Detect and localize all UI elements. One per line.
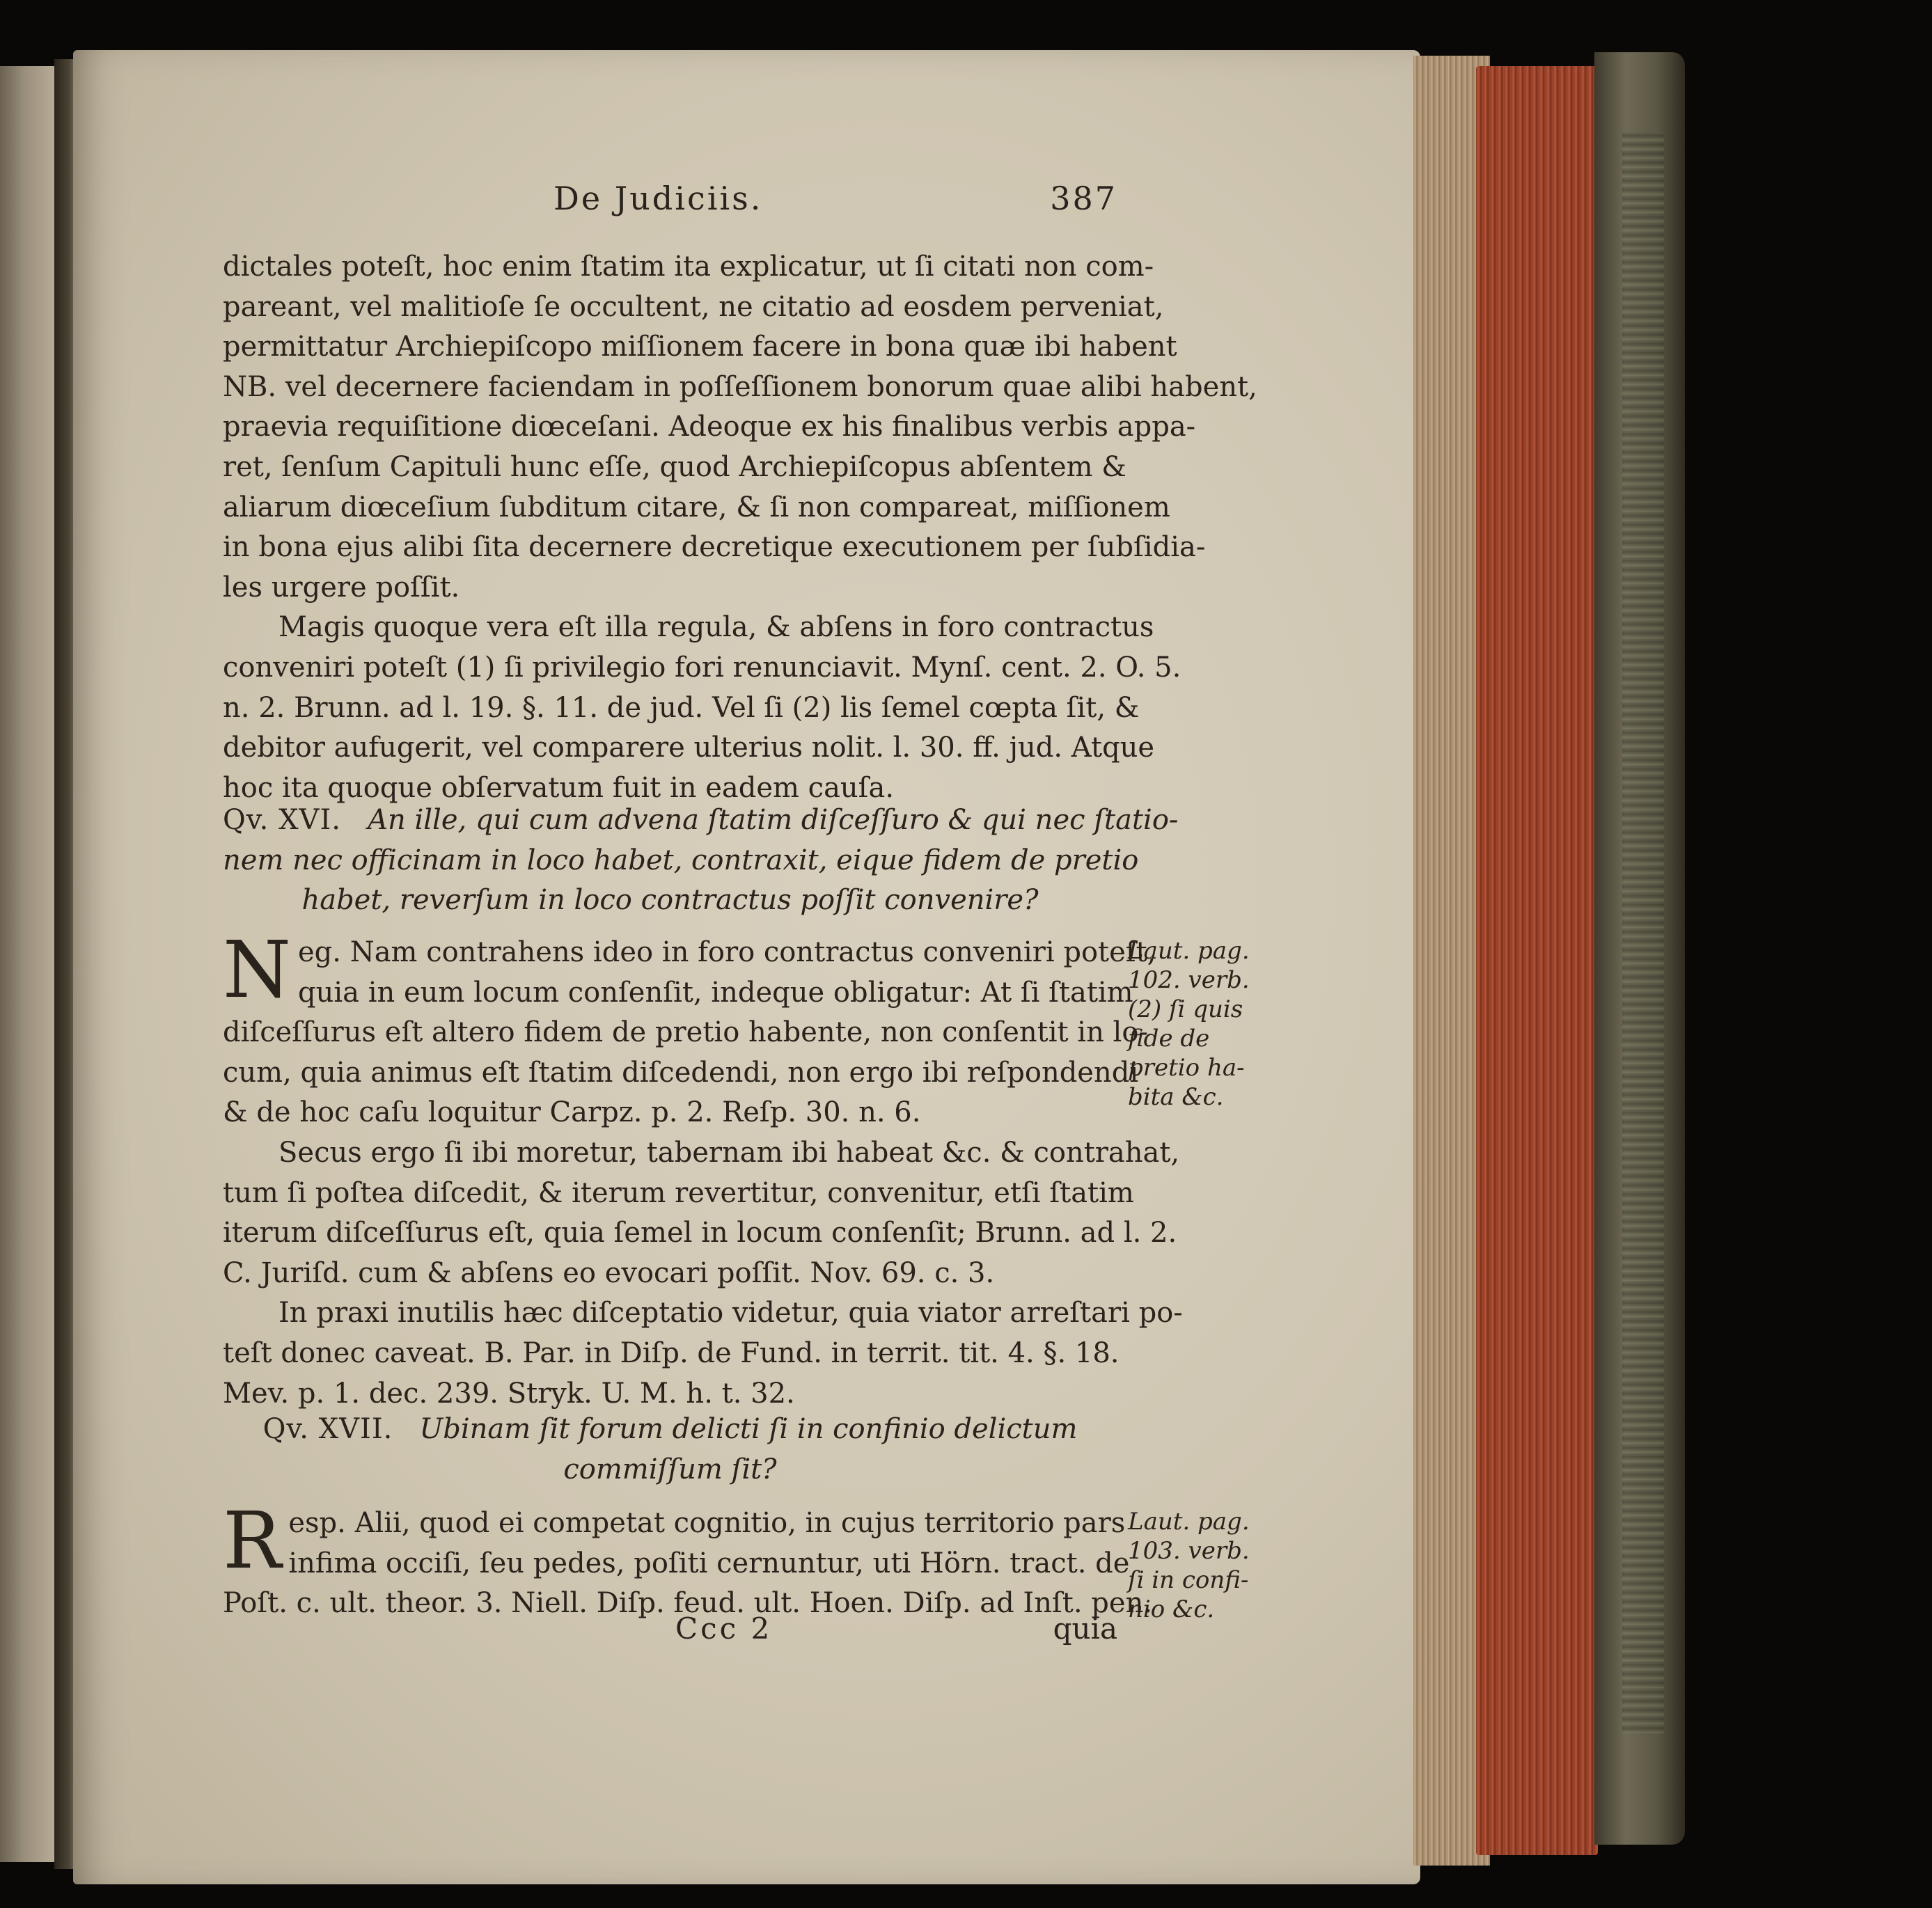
page-footer — [223, 1611, 1117, 1650]
red-page-edges — [1476, 66, 1598, 1855]
question-text: Ubinam ſit forum delicti ſi in confinio delictum — [419, 1413, 1078, 1445]
question-text: habet, reverſum in loco contractus poſſit convenire? — [301, 884, 1039, 917]
text-line: C. Juriſd. cum & abſens eo evocari poſſit. Nov. 69. c. 3. — [223, 1256, 995, 1289]
page-number: 387 — [1050, 180, 1117, 217]
left-facing-page — [0, 66, 54, 1862]
question-label: Qv. XVI. — [223, 804, 341, 836]
question-label: Qv. XVII. — [262, 1413, 393, 1445]
paragraph-1 — [223, 247, 1257, 808]
drop-cap: R — [223, 1496, 282, 1586]
margin-line: Laut. pag. — [1128, 937, 1250, 965]
margin-line: pretio ha- — [1128, 1054, 1245, 1082]
text-line: In praxi inutilis hæc diſceptatio videtur, quia viator arreſtari po- — [278, 1297, 1183, 1330]
text-line: Secus ergo ſi ibi moretur, tabernam ibi habeat &c. & contrahat, — [278, 1136, 1180, 1169]
question-16 — [223, 801, 1179, 921]
text-line: quia in eum locum conſenſit, indeque obligatur: At ſi ſtatim — [298, 976, 1133, 1009]
running-title: De Judiciis. — [553, 180, 763, 217]
text-line: esp. Alii, quod ei competat cognitio, in cujus territorio pars — [288, 1507, 1126, 1539]
margin-line: (2) ſi quis — [1128, 995, 1243, 1023]
text-line: teſt donec caveat. B. Par. in Diſp. de Fund. in territ. tit. 4. §. 18. — [223, 1337, 1120, 1369]
text-line: eg. Nam contrahens ideo in foro contractus conveniri poteſt, — [298, 936, 1156, 968]
margin-note-1 — [1128, 936, 1260, 1112]
margin-line: ſi in confi- — [1128, 1566, 1249, 1594]
text-line: hoc ita quoque obſervatum fuit in eadem cauſa. — [223, 771, 895, 804]
paragraph-3 — [223, 1496, 1153, 1624]
text-line: les urgere poſſit. — [223, 571, 460, 604]
text-line: Poſt. c. ult. theor. 3. Niell. Diſp. feud. ult. Hoen. Diſp. ad Inſt. pen. — [223, 1587, 1153, 1620]
margin-line: 103. verb. — [1128, 1537, 1250, 1565]
text-line: Mev. p. 1. dec. 239. Stryk. U. M. h. t. 32. — [223, 1377, 795, 1410]
text-line: dictales poteſt, hoc enim ſtatim ita explicatur, ut ſi citati non com- — [223, 251, 1154, 283]
running-header — [553, 180, 1117, 221]
margin-note-2 — [1128, 1507, 1260, 1624]
text-line: cum, quia animus eſt ſtatim diſcedendi, non ergo ibi reſpondendi — [223, 1056, 1139, 1089]
question-text: An ille, qui cum advena ſtatim diſceſſuro & qui nec ſtatio- — [368, 804, 1179, 836]
text-line: in bona ejus alibi ſita decernere decretique executionem per ſubſidia- — [223, 531, 1206, 564]
signature-mark: Ccc 2 — [675, 1611, 773, 1646]
text-line: aliarum diœceſium ſubditum citare, & ſi non compareat, miſſionem — [223, 491, 1170, 523]
text-line: conveniri poteſt (1) ſi privilegio fori renunciavit. Mynſ. cent. 2. O. 5. — [223, 651, 1181, 684]
text-line: infima occiſi, ſeu pedes, poſiti cernuntur, uti Hörn. tract. de — [288, 1547, 1130, 1579]
margin-line: Laut. pag. — [1128, 1508, 1250, 1536]
margin-line: bita &c. — [1128, 1083, 1224, 1111]
margin-line: 102. verb. — [1128, 966, 1250, 994]
question-text: nem nec officinam in loco habet, contraxit, eique fidem de pretio — [223, 844, 1139, 876]
margin-line: fide de — [1128, 1025, 1210, 1052]
text-line: Magis quoque vera eſt illa regula, & abſens in foro contractus — [278, 611, 1154, 644]
drop-cap: N — [223, 925, 291, 1016]
text-line: debitor aufugerit, vel comparere ulterius nolit. l. 30. ff. jud. Atque — [223, 732, 1155, 764]
text-line: NB. vel decernere faciendam in poſſeſſionem bonorum quae alibi habent, — [223, 370, 1257, 403]
text-line: iterum diſceſſurus eſt, quia ſemel in locum conſenſit; Brunn. ad l. 2. — [223, 1217, 1177, 1249]
catchword: quia — [1053, 1611, 1117, 1646]
question-text: commiſſum ſit? — [563, 1453, 777, 1485]
margin-line: nio &c. — [1128, 1595, 1215, 1623]
text-line: tum ſi poſtea diſcedit, & iterum revertitur, convenitur, etſi ſtatim — [223, 1176, 1134, 1209]
text-line: diſceſſurus eſt altero fidem de pretio habente, non conſentit in lo- — [223, 1016, 1148, 1049]
text-line: permittatur Archiepiſcopo miſſionem facere in bona quæ ibi habent — [223, 331, 1177, 363]
text-line: n. 2. Brunn. ad l. 19. §. 11. de jud. Vel ſi (2) lis ſemel cœpta ſit, & — [223, 691, 1140, 724]
cover-texture — [1622, 132, 1664, 1733]
text-line: & de hoc caſu loquitur Carpz. p. 2. Reſp. 30. n. 6. — [223, 1096, 921, 1129]
question-17 — [223, 1410, 1117, 1490]
text-line: ret, ſenſum Capituli hunc eſſe, quod Archiepiſcopus abſentem & — [223, 450, 1126, 483]
text-line: praevia requiſitione diœceſani. Adeoque ex his finalibus verbis appa- — [223, 411, 1196, 443]
text-line: pareant, vel malitioſe ſe occultent, ne citatio ad eosdem perveniat, — [223, 290, 1164, 323]
